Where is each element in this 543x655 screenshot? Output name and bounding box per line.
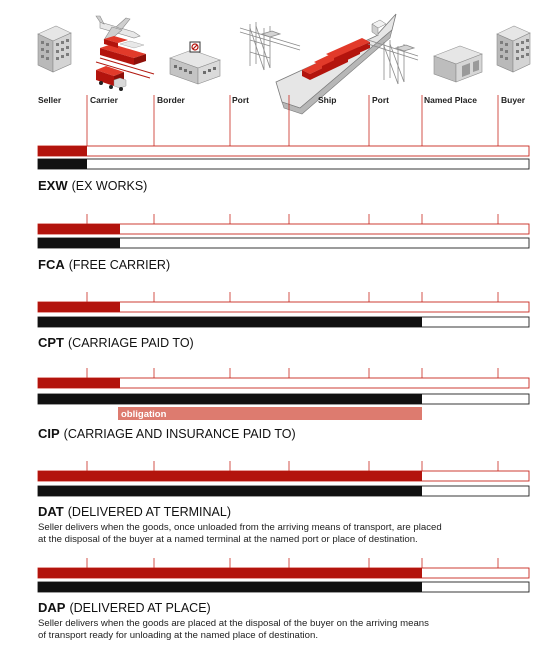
term-dat (38, 461, 529, 545)
stage-label-named-place: Named Place (424, 95, 477, 105)
term-code: EXW (38, 178, 68, 193)
stage-label-seller: Seller (38, 95, 62, 105)
term-title (38, 178, 147, 193)
cost-bar-fill (38, 317, 422, 327)
stage-label-port-destination: Port (372, 95, 389, 105)
term-code: FCA (38, 257, 65, 272)
airplane-icon (96, 16, 140, 40)
term-description-line: at the disposal of the buyer at a named terminal at the named port or place of destination. (38, 534, 418, 545)
term-dap (38, 558, 529, 641)
stage-label-buyer: Buyer (501, 95, 526, 105)
term-code: DAT (38, 504, 64, 519)
obligation-label: obligation (121, 409, 167, 420)
term-title (38, 426, 296, 441)
port-crane-icon (368, 40, 418, 84)
cost-bar-outline (38, 159, 529, 169)
stage-label-carrier: Carrier (90, 95, 118, 105)
seller-building-icon (38, 26, 71, 72)
stage-ticks (87, 558, 498, 568)
term-title (38, 600, 211, 615)
cost-bar-fill (38, 486, 422, 496)
stage-label-port-origin: Port (232, 95, 249, 105)
risk-bar-fill (38, 224, 120, 234)
term-name: (DELIVERED AT PLACE) (69, 601, 211, 615)
term-cip (38, 368, 529, 441)
cost-bar-fill (38, 394, 422, 404)
risk-bar-fill (38, 302, 120, 312)
risk-bar-fill (38, 568, 422, 578)
stage-ticks (87, 368, 498, 378)
term-description-line: Seller delivers when the goods are placed at the disposal of the buyer on the arriving means (38, 618, 429, 629)
term-description-line: of transport ready for unloading at the named place of destination. (38, 630, 318, 641)
port-crane-icon (240, 22, 300, 70)
cost-bar-fill (38, 159, 87, 169)
buyer-building-icon (497, 26, 530, 72)
customs-border-icon (170, 42, 220, 84)
term-code: CPT (38, 335, 64, 350)
stage-label-ship: Ship (318, 95, 337, 105)
stage-ticks (87, 461, 498, 471)
term-title (38, 335, 194, 350)
stage-ticks (87, 214, 498, 224)
term-title (38, 257, 170, 272)
term-name: (CARRIAGE PAID TO) (68, 336, 194, 350)
risk-bar-fill (38, 378, 120, 388)
term-cpt (38, 292, 529, 350)
term-name: (EX WORKS) (71, 179, 148, 193)
term-fca (38, 214, 529, 272)
warehouse-icon (434, 46, 482, 82)
term-name: (CARRIAGE AND INSURANCE PAID TO) (63, 427, 296, 441)
stage-label-border: Border (157, 95, 185, 105)
stage-ticks (87, 292, 498, 302)
term-name: (FREE CARRIER) (68, 258, 171, 272)
term-name: (DELIVERED AT TERMINAL) (67, 505, 231, 519)
term-code: CIP (38, 426, 60, 441)
term-exw (38, 146, 529, 193)
cost-bar-fill (38, 238, 120, 248)
risk-bar-fill (38, 146, 87, 156)
risk-bar-outline (38, 146, 529, 156)
term-title (38, 504, 231, 519)
cost-bar-fill (38, 582, 422, 592)
term-code: DAP (38, 600, 66, 615)
term-description-line: Seller delivers when the goods, once unloaded from the arriving means of transport, are placed (38, 522, 442, 533)
risk-bar-fill (38, 471, 422, 481)
